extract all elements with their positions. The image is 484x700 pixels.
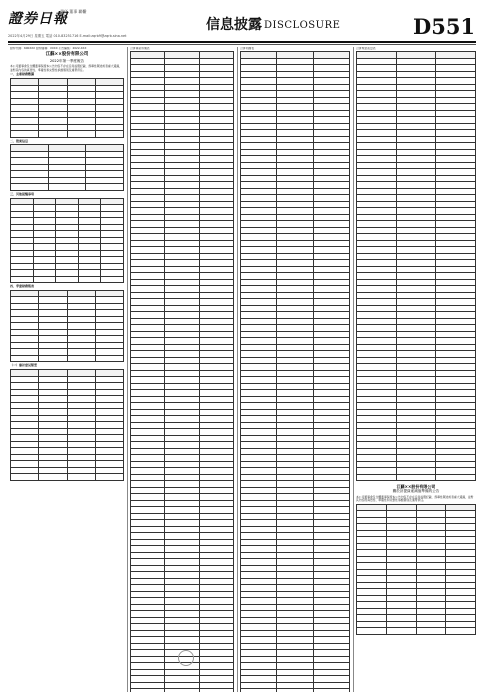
table-row — [241, 689, 350, 692]
issue-line: 2022年4月29日 星期五 電話 010-83251716 E-mail:zqrb9@zqrb.sina.net — [8, 34, 127, 38]
financial-table — [10, 78, 124, 138]
table-cell — [357, 474, 397, 481]
section-heading: 一、主要財務數據 — [10, 72, 35, 77]
code-line: 證券代碼：600XXX 證券簡稱：XXXX 公告編號：2022-XXX — [10, 47, 87, 50]
section-subtitle: DISCLOSURE — [264, 20, 341, 31]
table-cell — [277, 689, 313, 692]
column-4 — [356, 47, 476, 692]
section-heading: 四、季度財務報表 — [10, 284, 35, 289]
column-2 — [130, 47, 234, 692]
table-cell — [199, 689, 233, 692]
seal-icon — [178, 650, 194, 666]
table-cell — [436, 474, 476, 481]
column-3 — [240, 47, 350, 692]
company-name: 江蘇××股份有限公司 — [45, 52, 89, 58]
table-cell — [131, 689, 165, 692]
table-cell — [241, 689, 277, 692]
editor-info: 責任 董事 聯繫 — [60, 9, 87, 14]
table-row — [357, 474, 476, 481]
column-divider — [127, 47, 128, 692]
audit-table — [10, 369, 124, 481]
table-cell — [396, 474, 436, 481]
table-header: 合併現金流量表 — [356, 47, 376, 50]
table-cell — [165, 689, 199, 692]
table-row — [357, 628, 476, 635]
column-divider — [237, 47, 238, 692]
statement-table — [10, 290, 124, 363]
cash-flow-table — [356, 51, 476, 481]
table-header: 合併利潤表 — [240, 47, 254, 50]
income-statement-table — [240, 51, 350, 692]
table-cell — [357, 628, 387, 635]
table-row — [131, 689, 234, 692]
notice-company: 江蘇××股份有限公司 — [396, 484, 436, 490]
shareholder-table — [10, 144, 124, 191]
section-heading: 三、其他提醒事項 — [10, 191, 35, 196]
header-rule-thin — [8, 44, 476, 45]
column-1 — [10, 47, 124, 692]
table-cell — [416, 628, 446, 635]
report-title: 2022年第一季度報告 — [49, 58, 85, 63]
masthead — [0, 0, 484, 44]
section-heading: （一）審計意見類型 — [10, 363, 38, 368]
table-cell — [446, 628, 476, 635]
holders-table — [10, 198, 124, 284]
section-heading: 二、股東信息 — [10, 138, 29, 143]
notice-text: 本公司董事會及全體董事保證本公告內容不存在任何虛假記載、誤導性陳述或者重大遺漏，並對其內容的真實性、準確性和完整性承擔個別及連帶責任。 — [356, 494, 474, 503]
column-divider — [353, 47, 354, 692]
intro-text: 本公司董事會及全體董事保證本公告內容不存在任何虛假記載、誤導性陳述或者重大遺漏，並對其內容的真實性、準確性和完整性承擔個別及連帶責任。 — [10, 64, 122, 72]
newspaper-logo: 證券日報 — [8, 11, 68, 27]
balance-sheet-table — [130, 51, 234, 692]
table-cell — [313, 689, 349, 692]
header-rule — [8, 41, 476, 43]
table-cell — [386, 628, 416, 635]
impairment-table — [356, 504, 476, 635]
notice-title: 關於計提資產減值準備的公告 — [392, 489, 440, 494]
section-title: 信息披露 — [206, 17, 262, 33]
table-header: 合併資產負債表 — [130, 47, 150, 50]
page-number: D551 — [413, 14, 476, 39]
